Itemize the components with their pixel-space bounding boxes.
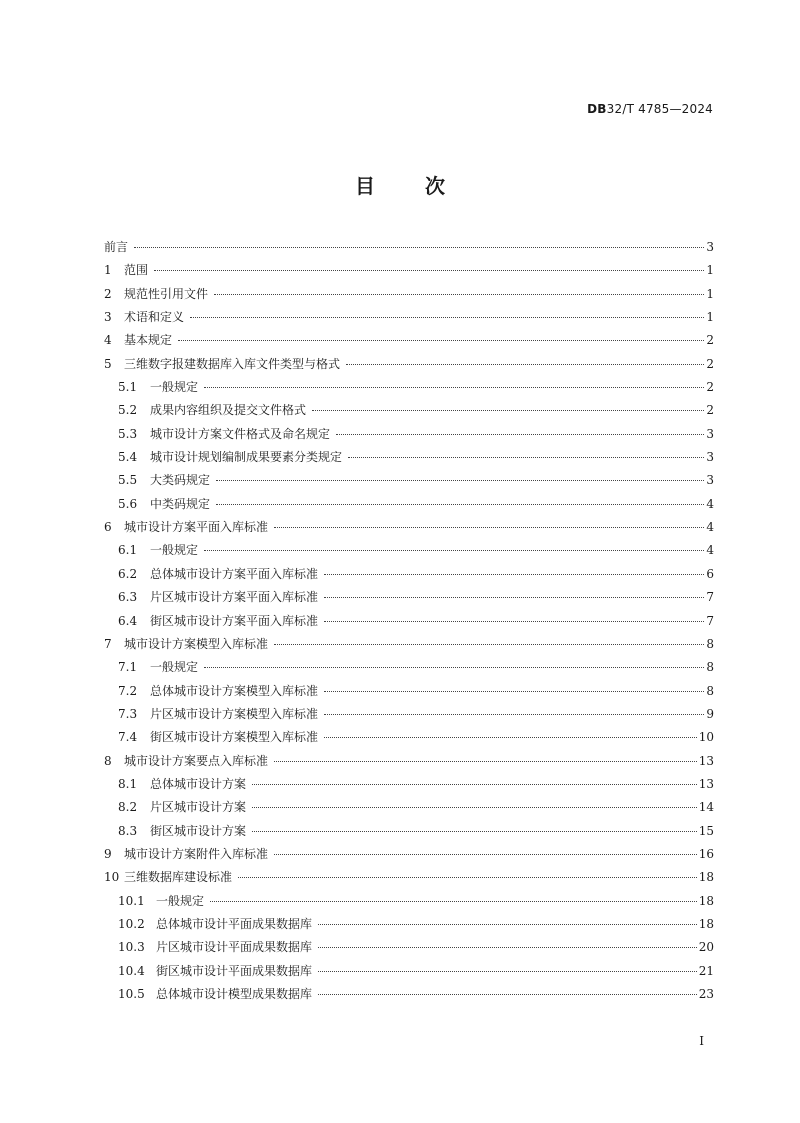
toc-entry-label: 总体城市设计方案 — [150, 776, 247, 791]
toc-entry-number: 6.2 — [118, 566, 138, 581]
toc-entry-number: 5.5 — [118, 473, 138, 488]
toc-entry-page: 3 — [706, 240, 714, 254]
toc-entry-label: 城市设计方案平面入库标准 — [124, 520, 269, 535]
toc-entry-number: 9 — [104, 846, 112, 861]
toc-entry-page: 7 — [706, 613, 714, 628]
toc-entry-number: 5.4 — [118, 450, 138, 465]
toc-dot-leader — [204, 653, 704, 668]
toc-entry-number: 8.2 — [118, 800, 138, 815]
toc-entry-label: 城市设计方案要点入库标准 — [124, 753, 269, 768]
toc-entry-page: 7 — [706, 590, 714, 605]
toc-entry-number: 4 — [104, 333, 112, 348]
toc-entry-label: 城市设计方案模型入库标准 — [124, 636, 269, 651]
toc-entry-page: 18 — [698, 893, 714, 908]
page-folio: I — [699, 1034, 704, 1048]
toc-entry-page: 4 — [706, 543, 714, 558]
toc-dot-leader — [204, 373, 704, 388]
toc-dot-leader — [318, 980, 697, 995]
toc-entry-page: 8 — [706, 660, 714, 675]
toc-entry-number: 10.5 — [118, 987, 145, 1001]
standard-code — [587, 102, 713, 116]
toc-entry-label: 街区城市设计方案 — [150, 823, 247, 838]
toc-entry-label: 城市设计方案附件入库标准 — [124, 846, 269, 861]
toc-entry-page: 13 — [698, 753, 714, 768]
toc-entry-label: 基本规定 — [124, 333, 173, 348]
toc-dot-leader — [252, 793, 697, 808]
toc-entry-number: 8.3 — [118, 823, 138, 838]
toc-entry-number: 6 — [104, 520, 112, 535]
toc-entry-page: 15 — [698, 823, 714, 838]
toc-dot-leader — [214, 280, 704, 295]
toc-entry-label: 规范性引用文件 — [124, 286, 209, 301]
toc-entry-number: 5.3 — [118, 426, 138, 441]
toc-entry-page: 18 — [698, 916, 714, 931]
toc-dot-leader — [274, 630, 704, 645]
toc-entry-number: 10.1 — [118, 893, 145, 908]
toc-dot-leader — [216, 466, 704, 481]
toc-entry-label: 一般规定 — [150, 380, 199, 395]
toc-dot-leader — [336, 420, 704, 435]
toc-entry-number: 8 — [104, 753, 112, 768]
toc-entry-page: 3 — [706, 426, 714, 441]
toc-entry-number: 7 — [104, 636, 112, 651]
toc-entry-number: 5.6 — [118, 496, 138, 511]
toc-entry-number: 5 — [104, 356, 112, 371]
toc-entry-label: 街区城市设计方案模型入库标准 — [150, 730, 319, 745]
toc-entry-page: 10 — [698, 730, 714, 745]
toc-entry-page: 2 — [706, 380, 714, 395]
toc-dot-leader — [274, 747, 697, 762]
toc-entry-label: 城市设计规划编制成果要素分类规定 — [150, 450, 343, 465]
toc-entry-number: 7.4 — [118, 730, 138, 745]
toc-entry-number: 1 — [104, 263, 112, 278]
toc-dot-leader — [324, 560, 704, 575]
toc-entry-label: 总体城市设计方案模型入库标准 — [150, 683, 319, 698]
toc-dot-leader — [346, 350, 704, 365]
toc-entry-page: 8 — [706, 636, 714, 651]
toc-dot-leader — [324, 677, 704, 692]
toc-dot-leader — [210, 887, 697, 902]
toc-dot-leader — [216, 490, 704, 505]
toc-entry-page: 1 — [706, 286, 714, 301]
toc-entry-label: 大类码规定 — [150, 473, 211, 488]
table-of-contents — [104, 236, 714, 1006]
toc-entry-number: 10.4 — [118, 963, 145, 978]
toc-dot-leader — [318, 910, 697, 925]
toc-dot-leader — [324, 723, 697, 738]
toc-entry-number: 2 — [104, 286, 112, 301]
toc-dot-leader — [252, 770, 697, 785]
toc-entry-label: 街区城市设计方案平面入库标准 — [150, 613, 319, 628]
toc-title-char-2: 次 — [425, 174, 445, 198]
toc-entry-number: 10.2 — [118, 916, 145, 931]
toc-entry-page: 21 — [698, 963, 714, 978]
toc-entry-page: 23 — [698, 987, 714, 1001]
toc-dot-leader — [324, 607, 704, 622]
toc-entry-page: 1 — [706, 263, 714, 278]
toc-dot-leader — [238, 863, 697, 878]
toc-entry-label: 片区城市设计平面成果数据库 — [156, 940, 313, 955]
toc-entry-label: 一般规定 — [150, 660, 199, 675]
toc-entry-number: 3 — [104, 310, 112, 325]
standard-prefix: DB — [587, 102, 607, 116]
toc-entry-page: 16 — [698, 846, 714, 861]
toc-entry-number: 6.1 — [118, 543, 138, 558]
toc-entry-number: 10 — [104, 870, 120, 885]
toc-entry-page: 18 — [698, 870, 714, 885]
toc-entry-page: 1 — [706, 310, 714, 325]
toc-entry-label: 总体城市设计平面成果数据库 — [156, 916, 313, 931]
toc-entry-page: 4 — [706, 496, 714, 511]
toc-entry-label: 一般规定 — [150, 543, 199, 558]
toc-entry-page: 14 — [698, 800, 714, 815]
toc-dot-leader — [204, 536, 704, 551]
toc-entry-label: 三维数据库建设标准 — [124, 870, 233, 885]
toc-entry-label: 城市设计方案文件格式及命名规定 — [150, 426, 331, 441]
toc-entry-page: 4 — [706, 520, 714, 535]
toc-dot-leader — [348, 443, 704, 458]
toc-entry-label: 片区城市设计方案 — [150, 800, 247, 815]
toc-dot-leader — [318, 933, 697, 948]
toc-entry-page: 2 — [706, 403, 714, 418]
toc-dot-leader — [324, 700, 704, 715]
toc-entry-label: 片区城市设计方案模型入库标准 — [150, 706, 319, 721]
toc-dot-leader — [312, 396, 704, 411]
toc-entry-number: 6.3 — [118, 590, 138, 605]
toc-entry-number: 7.1 — [118, 660, 138, 675]
toc-entry-number: 8.1 — [118, 776, 138, 791]
toc-entry-page: 9 — [706, 706, 714, 721]
toc-entry-label: 成果内容组织及提交文件格式 — [150, 403, 307, 418]
toc-dot-leader — [274, 840, 697, 855]
toc-entry-page: 3 — [706, 473, 714, 488]
toc-dot-leader — [318, 957, 697, 972]
toc-dot-leader — [154, 256, 704, 271]
toc-entry-page: 2 — [706, 333, 714, 348]
toc-entry-label: 总体城市设计方案平面入库标准 — [150, 566, 319, 581]
toc-entry-number: 10.3 — [118, 940, 145, 955]
toc-entry-page: 8 — [706, 683, 714, 698]
toc-entry-number: 5.2 — [118, 403, 138, 418]
standard-number: 32/T 4785—2024 — [606, 102, 713, 116]
toc-entry-label: 术语和定义 — [124, 310, 185, 325]
toc-dot-leader — [178, 326, 704, 341]
toc-entry-page: 13 — [698, 776, 714, 791]
toc-entry-page: 20 — [698, 940, 714, 955]
toc-entry-label: 前言 — [104, 240, 129, 254]
toc-entry-page: 2 — [706, 356, 714, 371]
toc-dot-leader — [134, 233, 704, 248]
toc-entry-label: 街区城市设计平面成果数据库 — [156, 963, 313, 978]
toc-entry-page: 3 — [706, 450, 714, 465]
toc-title — [0, 170, 800, 199]
toc-entry-label: 范围 — [124, 263, 149, 278]
toc-entry[interactable] — [104, 983, 714, 1006]
toc-entry-label: 三维数字报建数据库入库文件类型与格式 — [124, 356, 341, 371]
toc-entry-label: 总体城市设计模型成果数据库 — [156, 987, 313, 1001]
toc-dot-leader — [252, 817, 697, 832]
toc-entry-number: 7.3 — [118, 706, 138, 721]
toc-entry-number: 5.1 — [118, 380, 138, 395]
toc-dot-leader — [190, 303, 704, 318]
toc-entry-label: 中类码规定 — [150, 496, 211, 511]
toc-dot-leader — [274, 513, 704, 528]
toc-entry-number: 6.4 — [118, 613, 138, 628]
toc-entry-label: 一般规定 — [156, 893, 205, 908]
toc-entry-number: 7.2 — [118, 683, 138, 698]
toc-title-char-1: 目 — [355, 174, 375, 198]
toc-entry-page: 6 — [706, 566, 714, 581]
toc-entry-label: 片区城市设计方案平面入库标准 — [150, 590, 319, 605]
toc-dot-leader — [324, 583, 704, 598]
